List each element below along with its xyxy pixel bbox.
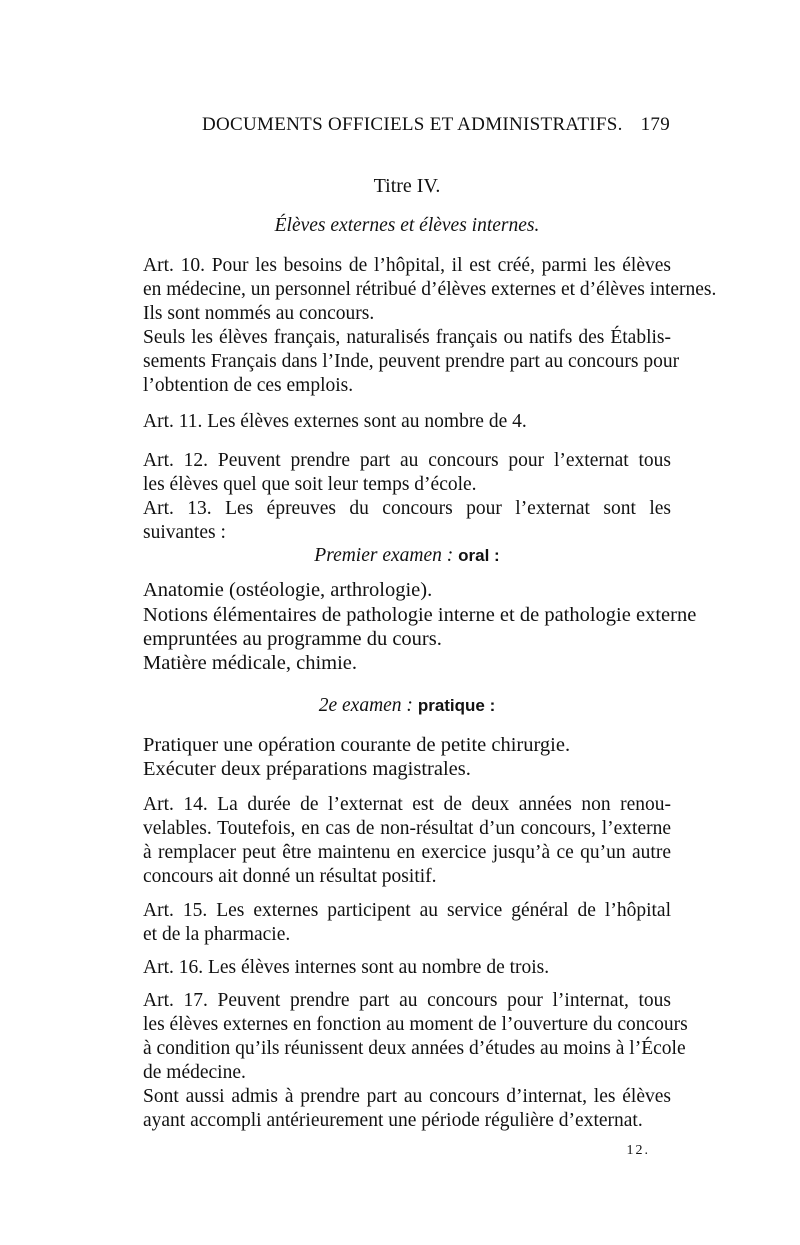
- section-title: Titre IV.: [373, 175, 441, 197]
- text-line: Art. 17. Peuvent prendre part au concours pour l’internat, tous: [143, 990, 671, 1011]
- text-line: concours ait donné un résultat positif.: [143, 866, 437, 887]
- text-line: Art. 16. Les élèves internes sont au nombre de trois.: [143, 957, 550, 978]
- text-line: Art. 12. Peuvent prendre part au concours pour l’externat tous: [143, 450, 671, 471]
- exam-label: Premier examen :: [314, 545, 454, 566]
- text-line: à remplacer peut être maintenu en exercice jusqu’à ce qu’un autre: [143, 842, 671, 863]
- exam-type: pratique :: [417, 696, 496, 715]
- text-line: suivantes :: [143, 522, 226, 543]
- text-line: empruntées au programme du cours.: [143, 628, 442, 650]
- text-line: velables. Toutefois, en cas de non-résultat d’un concours, l’externe: [143, 818, 671, 839]
- text-line: Art. 13. Les épreuves du concours pour l’externat sont les: [143, 498, 671, 519]
- text-line: Ils sont nommés au concours.: [143, 303, 375, 324]
- text-line: Anatomie (ostéologie, arthrologie).: [143, 579, 433, 601]
- text-line: Pratiquer une opération courante de petite chirurgie.: [143, 734, 571, 756]
- text-line: Exécuter deux préparations magistrales.: [143, 758, 471, 780]
- text-line: Seuls les élèves français, naturalisés français ou natifs des Établis-: [143, 327, 671, 348]
- page-number: 179: [640, 114, 670, 135]
- exam-label: 2e examen :: [318, 695, 413, 716]
- exam-type: oral :: [458, 546, 500, 565]
- text-line: de médecine.: [143, 1062, 246, 1083]
- text-line: Art. 14. La durée de l’externat est de deux années non renou-: [143, 794, 671, 815]
- text-line: Art. 10. Pour les besoins de l’hôpital, il est créé, parmi les élèves: [143, 255, 671, 276]
- text-line: Art. 11. Les élèves externes sont au nombre de 4.: [143, 411, 527, 432]
- signature-mark: 12.: [626, 1143, 650, 1158]
- text-line: les élèves externes en fonction au moment de l’ouverture du concours: [143, 1014, 688, 1035]
- exam-heading: [143, 544, 671, 568]
- text-line: sements Français dans l’Inde, peuvent prendre part au concours pour: [143, 351, 680, 372]
- text-line: et de la pharmacie.: [143, 924, 291, 945]
- text-line: Sont aussi admis à prendre part au concours d’internat, les élèves: [143, 1086, 671, 1107]
- text-line: les élèves quel que soit leur temps d’école.: [143, 474, 477, 495]
- text-line: Art. 15. Les externes participent au service général de l’hôpital: [143, 900, 671, 921]
- text-line: à condition qu’ils réunissent deux années d’études au moins à l’École: [143, 1038, 686, 1059]
- running-title: DOCUMENTS OFFICIELS ET ADMINISTRATIFS.: [202, 114, 623, 135]
- text-line: Matière médicale, chimie.: [143, 652, 358, 674]
- running-header: [202, 114, 670, 136]
- text-line: Notions élémentaires de pathologie interne et de pathologie externe: [143, 604, 697, 626]
- exam-heading: [143, 694, 671, 718]
- section-subtitle: Élèves externes et élèves internes.: [274, 215, 540, 236]
- text-line: ayant accompli antérieurement une période régulière d’externat.: [143, 1110, 643, 1131]
- text-line: en médecine, un personnel rétribué d’élèves externes et d’élèves internes.: [143, 279, 717, 300]
- text-line: l’obtention de ces emplois.: [143, 375, 354, 396]
